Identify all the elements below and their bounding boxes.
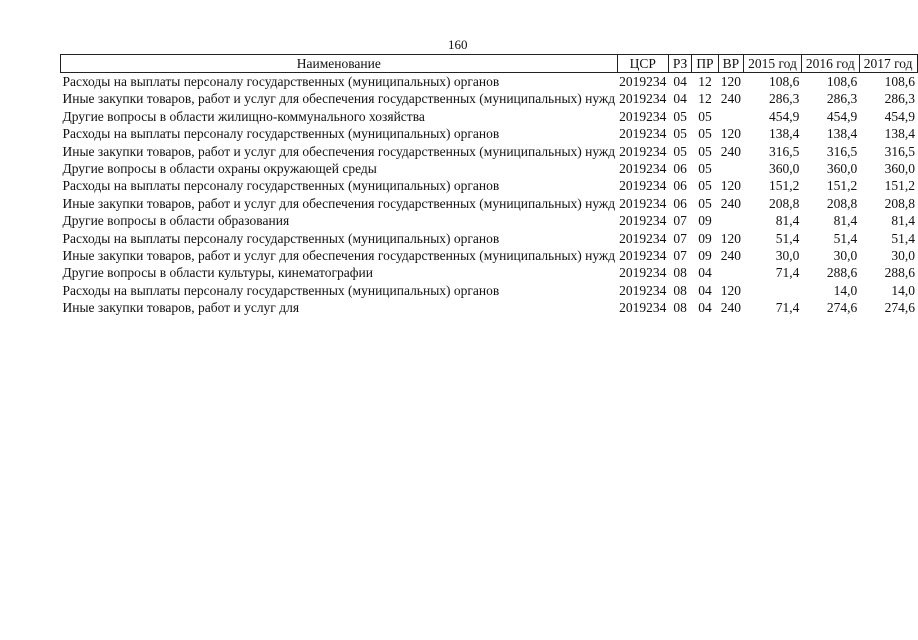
row-name: Расходы на выплаты персоналу государственных (муниципальных) органов xyxy=(62,230,500,246)
row-2016: 208,8 xyxy=(826,195,858,211)
row-vr: 240 xyxy=(720,91,741,107)
row-csr: 2019234 xyxy=(619,230,667,246)
row-name: Расходы на выплаты персоналу государственных (муниципальных) органов xyxy=(62,282,500,298)
header-csr: ЦСР xyxy=(617,55,668,73)
row-csr: 2019234 xyxy=(619,108,667,124)
row-2016: 316,5 xyxy=(826,143,858,159)
row-pr: 04 xyxy=(698,282,712,298)
row-vr xyxy=(718,212,744,229)
row-2017: 454,9 xyxy=(884,108,916,124)
row-name: Другие вопросы в области жилищно-коммунального хозяйства xyxy=(62,108,425,124)
row-2017: 274,6 xyxy=(884,300,916,316)
row-name: Расходы на выплаты персоналу государственных (муниципальных) органов xyxy=(62,178,500,194)
table-row xyxy=(61,230,918,247)
row-vr: 240 xyxy=(720,143,741,159)
row-pr: 05 xyxy=(698,178,712,194)
row-csr: 2019234 xyxy=(619,161,667,177)
row-vr: 120 xyxy=(720,126,741,142)
header-pr: ПР xyxy=(692,55,718,73)
table-row xyxy=(61,195,918,212)
row-2015: 71,4 xyxy=(775,300,800,316)
row-vr xyxy=(718,160,744,177)
row-2016: 288,6 xyxy=(826,265,858,281)
row-2016: 454,9 xyxy=(826,108,858,124)
row-csr: 2019234 xyxy=(619,300,667,316)
row-name: Иные закупки товаров, работ и услуг для обеспечения государственных (муниципальных) нужд xyxy=(62,195,616,211)
row-name: Иные закупки товаров, работ и услуг для обеспечения государственных (муниципальных) нужд xyxy=(62,248,616,264)
header-rz: РЗ xyxy=(668,55,691,73)
row-2016: 108,6 xyxy=(826,74,858,89)
row-name: Другие вопросы в области культуры, кинематографии xyxy=(62,265,373,281)
row-2017: 30,0 xyxy=(891,248,916,264)
row-2015: 51,4 xyxy=(775,230,800,246)
row-csr: 2019234 xyxy=(619,74,667,89)
row-name: Иные закупки товаров, работ и услуг для xyxy=(62,300,300,316)
row-vr: 240 xyxy=(720,195,741,211)
row-2015: 81,4 xyxy=(775,213,800,229)
row-vr: 120 xyxy=(720,178,741,194)
header-2015: 2015 год xyxy=(744,55,802,73)
row-pr: 12 xyxy=(698,91,712,107)
row-csr: 2019234 xyxy=(619,265,667,281)
row-2015: 108,6 xyxy=(769,74,800,89)
row-rz: 07 xyxy=(673,248,687,264)
row-name: Другие вопросы в области образования xyxy=(62,213,290,229)
header-2017: 2017 год xyxy=(859,55,917,73)
row-vr: 120 xyxy=(720,74,741,89)
row-name: Расходы на выплаты персоналу государственных (муниципальных) органов xyxy=(62,126,500,142)
row-2015: 71,4 xyxy=(775,265,800,281)
row-2017: 14,0 xyxy=(891,282,916,298)
page-number: 160 xyxy=(448,37,468,52)
row-2015 xyxy=(744,282,802,299)
row-2016: 274,6 xyxy=(826,300,858,316)
row-name: Иные закупки товаров, работ и услуг для обеспечения государственных (муниципальных) нужд xyxy=(62,91,616,107)
row-pr: 12 xyxy=(698,74,712,89)
row-pr: 09 xyxy=(698,213,712,229)
row-name: Расходы на выплаты персоналу государственных (муниципальных) органов xyxy=(62,74,500,89)
row-2015: 138,4 xyxy=(769,126,800,142)
row-pr: 05 xyxy=(698,108,712,124)
row-pr: 05 xyxy=(698,195,712,211)
row-name: Иные закупки товаров, работ и услуг для обеспечения государственных (муниципальных) нужд xyxy=(62,143,616,159)
row-rz: 07 xyxy=(673,213,687,229)
row-csr: 2019234 xyxy=(619,248,667,264)
row-rz: 05 xyxy=(673,143,687,159)
row-2017: 108,6 xyxy=(884,74,916,89)
table-row xyxy=(61,247,918,264)
table-row xyxy=(61,143,918,160)
row-2015: 454,9 xyxy=(769,108,800,124)
row-rz: 06 xyxy=(673,195,687,211)
row-vr: 240 xyxy=(720,248,741,264)
row-vr xyxy=(718,264,744,281)
row-2015: 30,0 xyxy=(775,248,800,264)
row-rz: 05 xyxy=(673,126,687,142)
header-name: Наименование xyxy=(61,55,618,73)
row-rz: 05 xyxy=(673,108,687,124)
row-2016: 138,4 xyxy=(826,126,858,142)
row-csr: 2019234 xyxy=(619,126,667,142)
row-2015: 286,3 xyxy=(769,91,800,107)
row-vr xyxy=(718,108,744,125)
row-2016: 30,0 xyxy=(833,248,858,264)
row-2016: 14,0 xyxy=(833,282,858,298)
row-2017: 360,0 xyxy=(884,161,916,177)
row-2017: 286,3 xyxy=(884,91,916,107)
row-rz: 08 xyxy=(673,282,687,298)
row-2016: 81,4 xyxy=(833,213,858,229)
row-pr: 09 xyxy=(698,230,712,246)
table-header-row xyxy=(61,55,918,73)
row-vr: 120 xyxy=(720,282,741,298)
row-vr: 240 xyxy=(720,300,741,316)
row-rz: 06 xyxy=(673,178,687,194)
row-pr: 04 xyxy=(698,265,712,281)
row-2017: 288,6 xyxy=(884,265,916,281)
row-name: Другие вопросы в области охраны окружающей среды xyxy=(62,161,377,177)
table-row xyxy=(61,264,918,281)
row-rz: 06 xyxy=(673,161,687,177)
table-row xyxy=(61,160,918,177)
row-csr: 2019234 xyxy=(619,143,667,159)
row-2017: 51,4 xyxy=(891,230,916,246)
row-csr: 2019234 xyxy=(619,178,667,194)
row-csr: 2019234 xyxy=(619,91,667,107)
row-2017: 208,8 xyxy=(884,195,916,211)
row-rz: 04 xyxy=(673,74,687,89)
row-2017: 138,4 xyxy=(884,126,916,142)
row-2017: 316,5 xyxy=(884,143,916,159)
row-csr: 2019234 xyxy=(619,195,667,211)
row-rz: 08 xyxy=(673,300,687,316)
row-2016: 286,3 xyxy=(826,91,858,107)
table-row xyxy=(61,108,918,125)
row-2015: 316,5 xyxy=(769,143,800,159)
table-row xyxy=(61,282,918,299)
table-row xyxy=(61,73,918,91)
row-2017: 151,2 xyxy=(884,178,916,194)
row-vr: 120 xyxy=(720,230,741,246)
row-pr: 05 xyxy=(698,143,712,159)
header-2016: 2016 год xyxy=(801,55,859,73)
row-2015: 208,8 xyxy=(769,195,800,211)
table-row xyxy=(61,90,918,107)
table-row xyxy=(61,299,918,316)
table-row xyxy=(61,177,918,194)
budget-table xyxy=(60,54,918,317)
row-2016: 51,4 xyxy=(833,230,858,246)
row-rz: 04 xyxy=(673,91,687,107)
header-vr: ВР xyxy=(718,55,744,73)
table-row xyxy=(61,125,918,142)
row-2016: 360,0 xyxy=(826,161,858,177)
row-pr: 05 xyxy=(698,126,712,142)
row-pr: 09 xyxy=(698,248,712,264)
row-csr: 2019234 xyxy=(619,213,667,229)
row-2015: 360,0 xyxy=(769,161,800,177)
row-2017: 81,4 xyxy=(891,213,916,229)
row-pr: 04 xyxy=(698,300,712,316)
row-rz: 08 xyxy=(673,265,687,281)
row-pr: 05 xyxy=(698,161,712,177)
row-2016: 151,2 xyxy=(826,178,858,194)
row-csr: 2019234 xyxy=(619,282,667,298)
row-2015: 151,2 xyxy=(769,178,800,194)
row-rz: 07 xyxy=(673,230,687,246)
table-row xyxy=(61,212,918,229)
